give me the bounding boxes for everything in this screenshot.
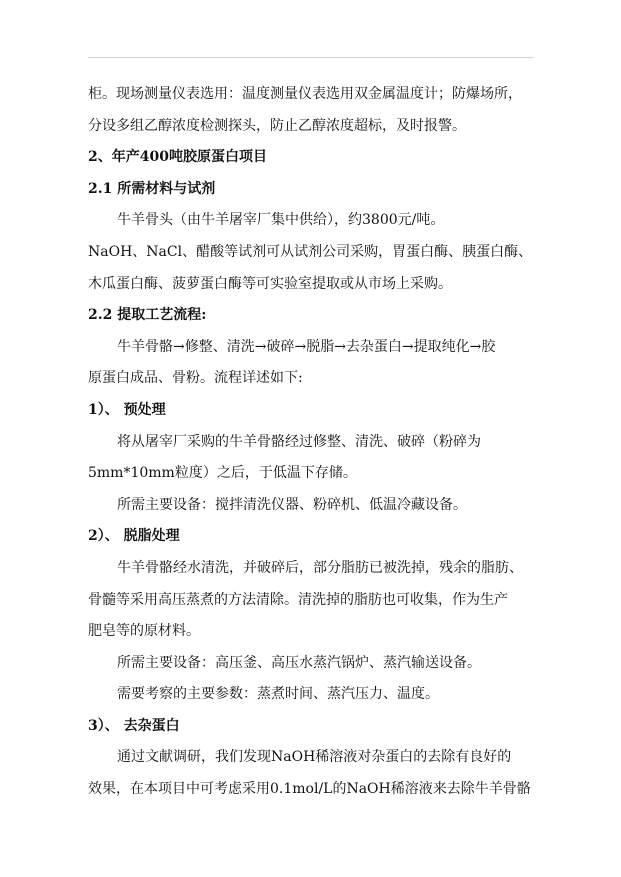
document-body xyxy=(88,79,536,806)
section-heading: 2.1 所需材料与试剂 xyxy=(88,180,216,197)
paragraph-line: 效果，在本项目中可考虑采用0.1mol/L的NaOH稀溶液来去除牛羊骨骼 xyxy=(88,781,531,798)
section-heading: 2）、 脱脂处理 xyxy=(88,528,180,545)
paragraph-line: 所需主要设备：高压釜、高压水蒸汽锅炉、蒸汽输送设备。 xyxy=(117,654,481,671)
section-heading: 1）、 预处理 xyxy=(88,401,166,418)
paragraph-line: 牛羊骨骼→修整、清洗→破碎→脱脂→去杂蛋白→提取纯化→胶 xyxy=(117,338,496,355)
paragraph-line: 所需主要设备：搅拌清洗仪器、粉碎机、低温冷藏设备。 xyxy=(117,496,467,513)
paragraph-line: 木瓜蛋白酶、菠萝蛋白酶等可实验室提取或从市场上采购。 xyxy=(88,275,452,292)
section-heading: 2.2 提取工艺流程: xyxy=(88,307,207,324)
section-heading: 3）、 去杂蛋白 xyxy=(88,717,180,734)
paragraph-line: 肥皂等的原材料。 xyxy=(88,623,200,640)
paragraph-line: 原蛋白成品、骨粉。流程详述如下: xyxy=(88,370,303,387)
header-divider xyxy=(88,57,534,58)
paragraph-line: 牛羊骨头（由牛羊屠宰厂集中供给），约3800元/吨。 xyxy=(117,212,445,229)
paragraph-line: 通过文献调研，我们发现NaOH稀溶液对杂蛋白的去除有良好的 xyxy=(117,749,512,766)
paragraph-line: 骨髓等采用高压蒸煮的方法清除。清洗掉的脂肪也可收集，作为生产 xyxy=(88,591,508,608)
paragraph-line: 柜。现场测量仪表选用：温度测量仪表选用双金属温度计；防爆场所， xyxy=(88,86,522,102)
paragraph-line: 5mm*10mm粒度）之后，于低温下存储。 xyxy=(88,465,357,482)
paragraph-line: 牛羊骨骼经水清洗，并破碎后，部分脂肪已被洗掉，残余的脂肪、 xyxy=(117,559,523,576)
paragraph-line: 将从屠宰厂采购的牛羊骨骼经过修整、清洗、破碎（粉碎为 xyxy=(117,433,481,450)
section-heading: 2、年产400吨胶原蛋白项目 xyxy=(88,149,267,166)
paragraph-line: NaOH、NaCl、醋酸等试剂可从试剂公司采购，胃蛋白酶、胰蛋白酶、 xyxy=(88,243,533,260)
paragraph-line: 需要考察的主要参数：蒸煮时间、蒸汽压力、温度。 xyxy=(117,686,439,703)
paragraph-line: 分设多组乙醇浓度检测探头，防止乙醇浓度超标，及时报警。 xyxy=(88,117,466,134)
